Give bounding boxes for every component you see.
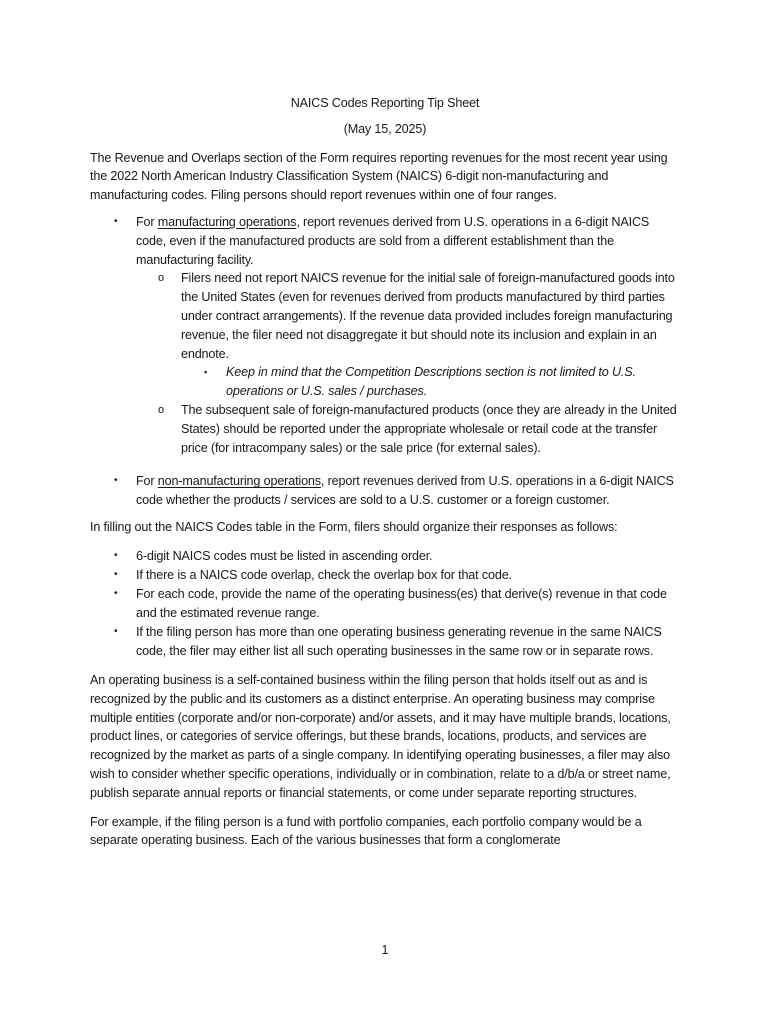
subsequent-sale-text: The subsequent sale of foreign-manufactured products (once they are already in the United States) should be reported under the appropriate wholesale or retail code at the transfer price (for intracompany sales) or the sale price (for external sales). [181, 402, 677, 455]
list-item [90, 623, 680, 661]
document-title: NAICS Codes Reporting Tip Sheet [290, 96, 480, 110]
competition-note-text: Keep in mind that the Competition Descriptions section is not limited to U.S. operations or U.S. sales / purchases. [226, 365, 636, 399]
table-rules-list [90, 547, 680, 661]
non-manufacturing-prefix: For [136, 474, 158, 489]
page-number: 1 [381, 943, 389, 957]
list-item-foreign-goods [136, 269, 680, 401]
manufacturing-text: , report revenues derived from U.S. operations in a 6-digit NAICS code, even if the manufactured products are sold from a different establishment than the manufacturing facility. [136, 214, 650, 267]
list-item [90, 585, 680, 623]
foreign-goods-sublist [181, 363, 680, 401]
list-item [90, 566, 680, 585]
document-date: (May 15, 2025) [343, 121, 427, 136]
square-bullet-icon: ▪ [204, 367, 208, 378]
rule-text: For each code, provide the name of the operating business(es) that derive(s) revenue in that code and the estimated revenue range. [136, 587, 667, 621]
circle-bullet-icon: o [158, 403, 164, 416]
list-item-non-manufacturing [90, 472, 680, 510]
non-manufacturing-text: , report revenues derived from U.S. operations in a 6-digit NAICS code whether the products / services are sold to a U.S. customer or a foreign customer. [136, 474, 674, 508]
list-item-subsequent-sale [136, 401, 680, 457]
circle-bullet-icon: o [158, 272, 164, 285]
manufacturing-prefix: For [136, 214, 158, 229]
bullet-icon: • [114, 569, 118, 581]
manufacturing-sublist [136, 269, 680, 457]
bullet-icon: • [114, 626, 118, 638]
example-paragraph: For example, if the filing person is a fund with portfolio companies, each portfolio company would be a separate operating business. Each of the various businesses that form a conglomerate [90, 814, 642, 848]
table-intro-paragraph: In filling out the NAICS Codes table in the Form, filers should organize their responses as follows: [90, 519, 618, 534]
bullet-icon: • [114, 549, 118, 561]
operating-business-paragraph: An operating business is a self-contained business within the filing person that holds itself out as and is recognized by the public and its customers as a distinct enterprise. An operating business may comprise multiple entities (corporate and/or non-corporate) and/or assets, and it may have multiple brands, locations, product lines, or categories of service offerings, but these brands, locations, products, and services are recognized by the market as parts of a single company. In identifying operating businesses, a filer may also wish to consider whether specific operations, individually or in combination, relate to a d/b/a or street name, publish separate annual reports or financial statements, or come under separate reporting structures. [90, 673, 671, 800]
list-item-manufacturing [90, 213, 680, 457]
bullet-icon: • [114, 588, 118, 600]
rule-text: If the filing person has more than one operating business generating revenue in the same NAICS code, the filer may either list all such operating businesses in the same row or in separate rows. [136, 625, 662, 659]
non-manufacturing-term: non-manufacturing operations [157, 474, 321, 489]
bullet-icon: • [114, 475, 118, 487]
manufacturing-term: manufacturing operations [157, 214, 297, 229]
intro-paragraph: The Revenue and Overlaps section of the Form requires reporting revenues for the most recent year using the 2022 North American Industry Classification System (NAICS) 6-digit non-manufacturing and manufacturing codes. Filing persons should report revenues within one of four ranges. [90, 150, 668, 203]
page-content [90, 94, 680, 850]
rule-text: If there is a NAICS code overlap, check the overlap box for that code. [136, 568, 512, 583]
foreign-goods-text: Filers need not report NAICS revenue for the initial sale of foreign-manufactured goods into the United States (even for revenues derived from products manufactured by third parties under contract arrangements). If the revenue data provided includes foreign manufacturing revenue, the filer need not disaggregate it but should note its inclusion and explain in an endnote. [181, 271, 675, 361]
rule-text: 6-digit NAICS codes must be listed in ascending order. [136, 548, 433, 563]
bullet-icon: • [114, 215, 118, 227]
list-item-competition-note [181, 363, 680, 401]
list-item [90, 547, 680, 566]
operations-list [90, 213, 680, 510]
